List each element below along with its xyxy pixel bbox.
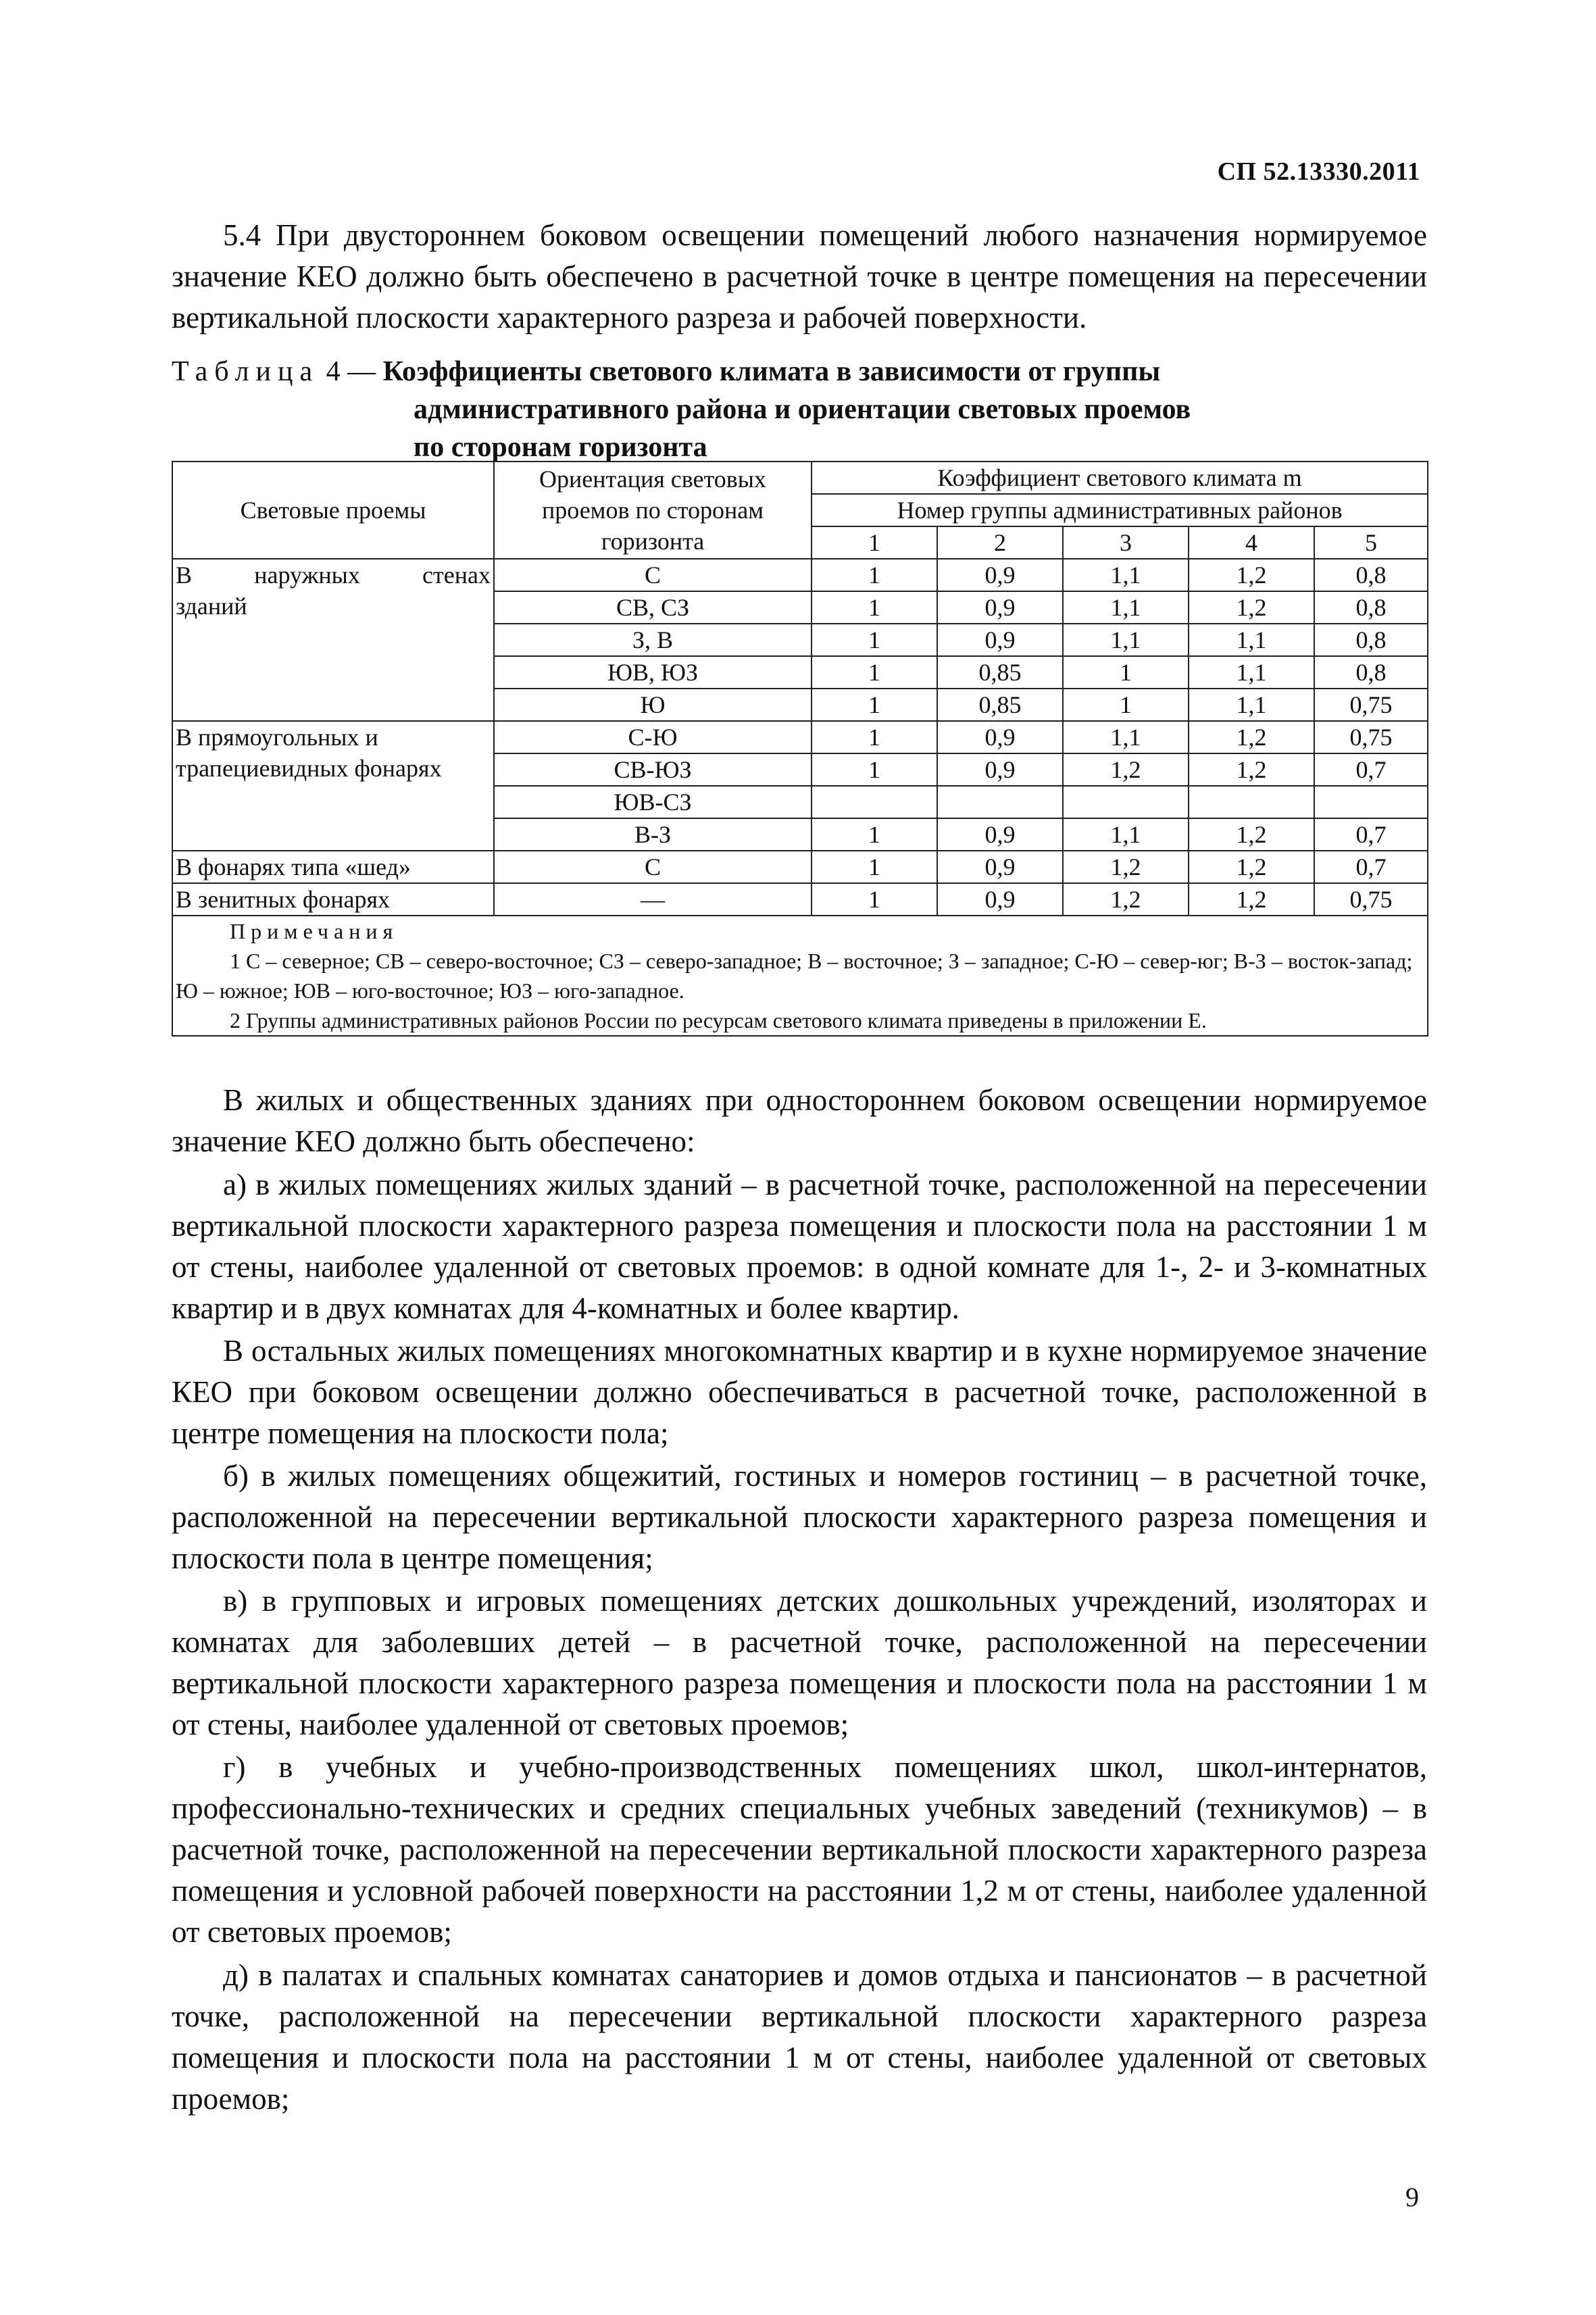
value-cell: 0,85: [937, 656, 1063, 689]
value-cell: 0,8: [1314, 559, 1428, 591]
orientation-cell: З, В: [494, 624, 812, 656]
value-cell: 1: [812, 883, 937, 916]
orientation-cell: Ю: [494, 689, 812, 721]
value-cell: [937, 786, 1063, 818]
value-cell: 0,9: [937, 591, 1063, 624]
group-number-cell: 1: [812, 526, 937, 559]
value-cell: [1189, 786, 1314, 818]
value-cell: [1063, 786, 1189, 818]
orientation-cell: —: [494, 883, 812, 916]
header-orientation: Ориентация световых проемов по сторонам горизонта: [494, 462, 812, 559]
body-paragraph-6: г) в учебных и учебно-производственных помещениях школ, школ-интернатов, профессионально-технических и средних специальных учебных заведений (техникумов) – в расчетной точке, расположенной на пересечении вертикальной плоскости характерного разреза помещения и условной рабочей поверхности на расстоянии 1,2 м от стены, наиболее удаленной от световых проемов;: [172, 1750, 1427, 1949]
header-openings: Световые проемы: [172, 462, 494, 559]
value-cell: 0,75: [1314, 883, 1428, 916]
table-row: [172, 883, 1428, 916]
header-coefficient: Коэффициент светового климата m: [812, 462, 1428, 494]
value-cell: 1: [812, 851, 937, 883]
value-cell: [812, 786, 937, 818]
value-cell: 1,1: [1189, 624, 1314, 656]
orientation-cell: С: [494, 851, 812, 883]
table-notes: [172, 916, 1428, 1036]
page-number: 9: [1405, 2182, 1419, 2212]
value-cell: 1,2: [1189, 851, 1314, 883]
value-cell: 1,2: [1063, 753, 1189, 786]
orientation-cell: С: [494, 559, 812, 591]
header-group-number: Номер группы административных районов: [812, 494, 1428, 526]
table-caption: [172, 353, 1427, 466]
value-cell: 0,7: [1314, 818, 1428, 851]
opening-cell: [172, 559, 494, 721]
value-cell: 1,1: [1189, 656, 1314, 689]
value-cell: 1,2: [1189, 753, 1314, 786]
opening-line: В прямоугольных и: [176, 724, 378, 751]
value-cell: 0,75: [1314, 721, 1428, 753]
value-cell: 0,9: [937, 721, 1063, 753]
value-cell: 1,2: [1189, 721, 1314, 753]
value-cell: 1,1: [1063, 559, 1189, 591]
value-cell: 0,9: [937, 624, 1063, 656]
value-cell: 0,8: [1314, 656, 1428, 689]
note-2: 2 Группы административных районов России по ресурсам светового климата приведены в приложении Е.: [230, 1008, 1207, 1032]
group-number-cell: 3: [1063, 526, 1189, 559]
value-cell: 0,7: [1314, 753, 1428, 786]
value-cell: 1,2: [1063, 883, 1189, 916]
document-code: СП 52.13330.2011: [1217, 157, 1420, 186]
table-row: [172, 851, 1428, 883]
value-cell: 1: [812, 624, 937, 656]
table-caption-label: Таблица: [172, 356, 320, 387]
group-number-cell: 2: [937, 526, 1063, 559]
body-paragraph-7: д) в палатах и спальных комнатах санаториев и домов отдыха и пансионатов – в расчетной точке, расположенной на пересечении вертикальной плоскости характерного разреза помещения и плоскости пола на расстоянии 1 м от стены, наиболее удаленной от световых проемов;: [172, 1958, 1427, 2116]
table-row: [172, 559, 1428, 591]
table-caption-title-3: по сторонам горизонта: [414, 432, 707, 463]
orientation-cell: ЮВ, ЮЗ: [494, 656, 812, 689]
value-cell: 0,7: [1314, 851, 1428, 883]
value-cell: 1: [812, 753, 937, 786]
value-cell: 1: [812, 721, 937, 753]
body-paragraph-4: б) в жилых помещениях общежитий, гостиных и номеров гостиниц – в расчетной точке, расположенной на пересечении вертикальной плоскости характерного разреза помещения и плоскости пола в центре помещения;: [172, 1459, 1427, 1575]
value-cell: 1: [812, 656, 937, 689]
value-cell: [1314, 786, 1428, 818]
table-caption-number: 4 —: [326, 356, 376, 387]
opening-cell: В зенитных фонарях: [172, 883, 494, 916]
value-cell: 1,1: [1063, 721, 1189, 753]
value-cell: 0,9: [937, 883, 1063, 916]
table-caption-title-2: административного района и ориентации световых проемов: [414, 394, 1191, 425]
opening-line: трапециевидных фонарях: [176, 755, 442, 782]
value-cell: 0,9: [937, 818, 1063, 851]
value-cell: 1,1: [1063, 591, 1189, 624]
orientation-cell: ЮВ-СЗ: [494, 786, 812, 818]
value-cell: 0,8: [1314, 591, 1428, 624]
body-paragraph-2: а) в жилых помещениях жилых зданий – в расчетной точке, расположенной на пересечении вертикальной плоскости характерного разреза помещения и плоскости пола на расстоянии 1 м от стены, наиболее удаленной от световых проемов: в одной комнате для 1-, 2- и 3-комнатных квартир и в двух комнатах для 4-комнатных и более квартир.: [172, 1168, 1427, 1325]
value-cell: 1: [812, 591, 937, 624]
orientation-cell: СВ-ЮЗ: [494, 753, 812, 786]
value-cell: 1,2: [1189, 818, 1314, 851]
opening-cell: [172, 721, 494, 851]
value-cell: 0,9: [937, 559, 1063, 591]
orientation-cell: СВ, СЗ: [494, 591, 812, 624]
value-cell: 0,8: [1314, 624, 1428, 656]
table-row: [172, 721, 1428, 753]
group-number-cell: 4: [1189, 526, 1314, 559]
intro-paragraph: 5.4 При двустороннем боковом освещении помещений любого назначения нормируемое значение КЕО должно быть обеспечено в расчетной точке в центре помещения на пересечении вертикальной плоскости характерного разреза и рабочей поверхности.: [172, 218, 1427, 334]
value-cell: 1,2: [1189, 559, 1314, 591]
value-cell: 1,1: [1063, 624, 1189, 656]
value-cell: 1,1: [1189, 689, 1314, 721]
value-cell: 0,85: [937, 689, 1063, 721]
group-number-cell: 5: [1314, 526, 1428, 559]
notes-heading: Примечания: [230, 919, 399, 943]
value-cell: 1: [812, 818, 937, 851]
body-paragraph-5: в) в групповых и игровых помещениях детских дошкольных учреждений, изоляторах и комнатах для заболевших детей – в расчетной точке, расположенной на пересечении вертикальной плоскости характерного разреза помещения и плоскости пола на расстоянии 1 м от стены, наиболее удаленной от световых проемов;: [172, 1584, 1427, 1741]
note-1: 1 С – северное; СВ – северо-восточное; СЗ – северо-западное; В – восточное; З – западное; С-Ю – север-юг; В-З – восток-запад; Ю – южное; ЮВ – юго-восточное; ЮЗ – юго-западное.: [176, 949, 1413, 1003]
body-paragraph-3: В остальных жилых помещениях многокомнатных квартир и в кухне нормируемое значение КЕО при боковом освещении должно обеспечиваться в расчетной точке, расположенной в центре помещения на плоскости пола;: [172, 1334, 1427, 1450]
opening-line: зданий: [176, 593, 247, 620]
value-cell: 1: [812, 559, 937, 591]
opening-cell: В фонарях типа «шед»: [172, 851, 494, 883]
body-paragraph-1: В жилых и общественных зданиях при одностороннем боковом освещении нормируемое значение КЕО должно быть обеспечено:: [172, 1083, 1427, 1158]
value-cell: 1: [812, 689, 937, 721]
orientation-cell: В-З: [494, 818, 812, 851]
orientation-cell: С-Ю: [494, 721, 812, 753]
value-cell: 0,9: [937, 851, 1063, 883]
value-cell: 1,2: [1189, 883, 1314, 916]
value-cell: 0,75: [1314, 689, 1428, 721]
opening-line: В наружных стенах: [176, 562, 491, 589]
value-cell: 1: [1063, 656, 1189, 689]
value-cell: 1,2: [1189, 591, 1314, 624]
value-cell: 1: [1063, 689, 1189, 721]
value-cell: 1,1: [1063, 818, 1189, 851]
value-cell: 1,2: [1063, 851, 1189, 883]
climate-coefficient-table: [172, 461, 1428, 1037]
table-caption-title-1: Коэффициенты светового климата в зависимости от группы: [382, 356, 1161, 387]
value-cell: 0,9: [937, 753, 1063, 786]
